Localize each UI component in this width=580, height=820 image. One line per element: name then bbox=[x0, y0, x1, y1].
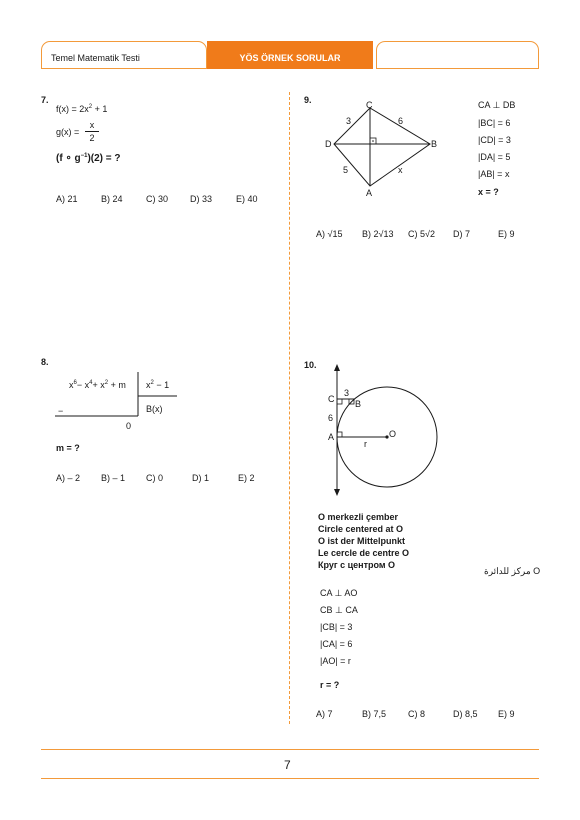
q9-option-e[interactable]: E) 9 bbox=[498, 229, 515, 239]
q7-option-e[interactable]: E) 40 bbox=[236, 194, 258, 204]
header-right-box bbox=[376, 41, 539, 69]
q10-label-o: O bbox=[389, 429, 397, 439]
q10-option-b[interactable]: B) 7,5 bbox=[362, 709, 387, 719]
q9-length-ab: x bbox=[398, 165, 403, 175]
q10-given-1: CA ⊥ AO bbox=[320, 588, 358, 598]
q7-option-b[interactable]: B) 24 bbox=[101, 194, 123, 204]
column-divider bbox=[289, 92, 290, 724]
q10-option-a[interactable]: A) 7 bbox=[316, 709, 333, 719]
q8-remainder: 0 bbox=[126, 421, 132, 431]
q10-desc-ru: Круг с центром O bbox=[318, 560, 396, 570]
q8-option-a[interactable]: A) – 2 bbox=[56, 473, 81, 483]
footer-rule-top bbox=[41, 749, 539, 750]
q10-desc-de: O ist der Mittelpunkt bbox=[318, 536, 406, 546]
q9-given-2: |BC| = 6 bbox=[478, 118, 511, 128]
q9-option-c[interactable]: C) 5√2 bbox=[408, 229, 435, 239]
q7-option-d[interactable]: D) 33 bbox=[190, 194, 213, 204]
q9-length-da: 5 bbox=[343, 165, 349, 175]
q9-option-b[interactable]: B) 2√13 bbox=[362, 229, 394, 239]
header-left-title: Temel Matematik Testi bbox=[41, 41, 207, 69]
q10-desc-ar: O مركز للدائرة bbox=[484, 566, 541, 576]
q10-label-r: r bbox=[364, 439, 367, 449]
q10-question: r = ? bbox=[320, 680, 340, 690]
q8-option-b[interactable]: B) – 1 bbox=[101, 473, 126, 483]
q10-label-c: C bbox=[328, 394, 335, 404]
q9-option-a[interactable]: A) √15 bbox=[316, 229, 343, 239]
q7-option-c[interactable]: C) 30 bbox=[146, 194, 169, 204]
q8-quotient: B(x) bbox=[146, 404, 163, 414]
q8-option-e[interactable]: E) 2 bbox=[238, 473, 255, 483]
q7-fraction-num: x bbox=[89, 120, 95, 130]
q7-fraction bbox=[84, 120, 100, 143]
q7-line1: $f(x) = 2x^2 + 1$ bbox=[56, 104, 108, 114]
q7-line3: (f ∘ $g^{-1})(2)$ = ? bbox=[56, 153, 121, 164]
q7-number: 7. bbox=[41, 95, 49, 105]
q8-number: 8. bbox=[41, 357, 49, 367]
q7-fraction-bar bbox=[85, 131, 99, 132]
q10-given-3: |CB| = 3 bbox=[320, 622, 353, 632]
q8-division-lines bbox=[55, 372, 185, 422]
q7-line2-prefix: g(x) = bbox=[56, 127, 80, 137]
q10-desc-fr: Le cercle de centre O bbox=[318, 548, 410, 558]
footer-rule-bottom bbox=[41, 778, 539, 779]
q10-option-e[interactable]: E) 9 bbox=[498, 709, 515, 719]
q9-given-1: CA ⊥ DB bbox=[478, 100, 516, 110]
q9-label-a: A bbox=[366, 188, 373, 198]
q9-given-5: |AB| = x bbox=[478, 169, 510, 179]
q9-length-cb: 6 bbox=[398, 116, 404, 126]
q10-desc-tr: O merkezli çember bbox=[318, 512, 399, 522]
q9-label-c: C bbox=[366, 100, 373, 110]
q10-given-5: |AO| = r bbox=[320, 656, 351, 666]
q9-given-3: |CD| = 3 bbox=[478, 135, 511, 145]
q9-label-b: B bbox=[431, 139, 438, 149]
q8-question: m = ? bbox=[56, 443, 80, 453]
q10-desc-en: Circle centered at O bbox=[318, 524, 404, 534]
q8-dividend: $x^6- x^4+ x^2 + m$ bbox=[69, 380, 126, 390]
q10-number: 10. bbox=[304, 360, 317, 370]
q8-minus-sign: − bbox=[58, 406, 64, 416]
q9-label-d: D bbox=[325, 139, 332, 149]
q7-fraction-den: 2 bbox=[89, 133, 95, 143]
q10-length-cb: 3 bbox=[344, 388, 350, 398]
q10-circle-figure bbox=[320, 362, 445, 497]
q10-option-d[interactable]: D) 8,5 bbox=[453, 709, 478, 719]
q10-label-a: A bbox=[328, 432, 335, 442]
q10-option-c[interactable]: C) 8 bbox=[408, 709, 426, 719]
header-center-title: YÖS ÖRNEK SORULAR bbox=[207, 41, 373, 69]
page-number: 7 bbox=[284, 758, 291, 772]
q10-length-ca: 6 bbox=[328, 413, 334, 423]
q10-given-2: CB ⊥ CA bbox=[320, 605, 358, 615]
q8-divisor: $x^2 - 1$ bbox=[146, 380, 170, 390]
q7-option-a[interactable]: A) 21 bbox=[56, 194, 78, 204]
q9-number: 9. bbox=[304, 95, 312, 105]
q9-question: x = ? bbox=[478, 187, 499, 197]
q9-quadrilateral-figure bbox=[322, 100, 442, 200]
q10-given-4: |CA| = 6 bbox=[320, 639, 353, 649]
q9-length-dc: 3 bbox=[346, 116, 352, 126]
q9-option-d[interactable]: D) 7 bbox=[453, 229, 471, 239]
q9-given-4: |DA| = 5 bbox=[478, 152, 511, 162]
q10-label-b: B bbox=[355, 399, 362, 409]
q8-option-d[interactable]: D) 1 bbox=[192, 473, 210, 483]
q8-option-c[interactable]: C) 0 bbox=[146, 473, 164, 483]
